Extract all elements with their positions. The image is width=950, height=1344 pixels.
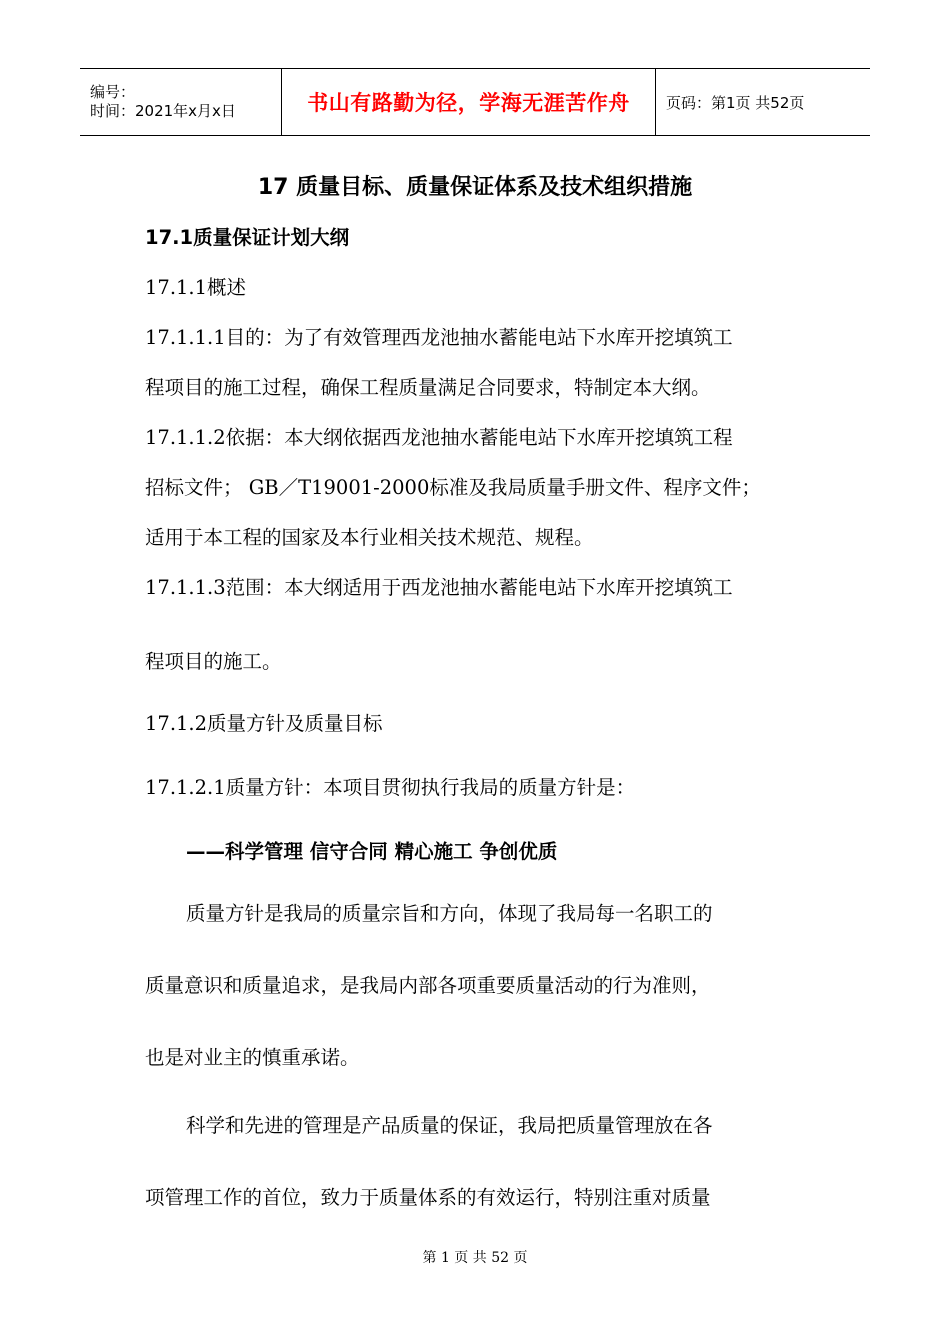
paragraph-line: 17.1.2.1质量方针：本项目贯彻执行我局的质量方针是： (145, 776, 636, 799)
paragraph-line: 质量方针是我局的质量宗旨和方向，体现了我局每一名职工的 (186, 902, 713, 925)
paragraph-line: 程项目的施工。 (145, 650, 282, 673)
paragraph-line: 项管理工作的首位，致力于质量体系的有效运行，特别注重对质量 (145, 1186, 711, 1209)
header-page-info: 页码：第1页 共52页 (666, 93, 805, 112)
subsection-heading-17-1-1: 17.1.1概述 (145, 276, 247, 299)
paragraph-line: 17.1.1.1目的：为了有效管理西龙池抽水蓄能电站下水库开挖填筑工 (145, 326, 733, 349)
header-motto-cell (282, 69, 656, 135)
header-meta (80, 69, 282, 135)
header-page-info-cell (656, 69, 870, 135)
header-motto: 书山有路勤为径，学海无涯苦作舟 (307, 91, 630, 115)
quality-policy-slogan: ——科学管理 信守合同 精心施工 争创优质 (186, 840, 558, 863)
paragraph-line: 招标文件； GB／T19001-2000标准及我局质量手册文件、程序文件； (145, 476, 761, 499)
doc-date-label: 时间：2021年x月x日 (90, 102, 236, 120)
paragraph-line: 质量意识和质量追求，是我局内部各项重要质量活动的行为准则， (145, 974, 711, 997)
paragraph-line: 17.1.1.2依据：本大纲依据西龙池抽水蓄能电站下水库开挖填筑工程 (145, 426, 733, 449)
section-heading-17-1: 17.1质量保证计划大纲 (145, 226, 350, 249)
paragraph-line: 适用于本工程的国家及本行业相关技术规范、规程。 (145, 526, 594, 549)
document-title: 17 质量目标、质量保证体系及技术组织措施 (257, 175, 693, 200)
doc-number-label: 编号： (90, 83, 136, 101)
page-footer: 第 1 页 共 52 页 (422, 1250, 528, 1266)
paragraph-line: 17.1.1.3范围：本大纲适用于西龙池抽水蓄能电站下水库开挖填筑工 (145, 576, 733, 599)
paragraph-line: 也是对业主的慎重承诺。 (145, 1046, 360, 1069)
page-header (80, 68, 870, 136)
paragraph-line: 科学和先进的管理是产品质量的保证，我局把质量管理放在各 (186, 1114, 713, 1137)
paragraph-line: 程项目的施工过程，确保工程质量满足合同要求，特制定本大纲。 (145, 376, 711, 399)
subsection-heading-17-1-2: 17.1.2质量方针及质量目标 (145, 712, 383, 735)
